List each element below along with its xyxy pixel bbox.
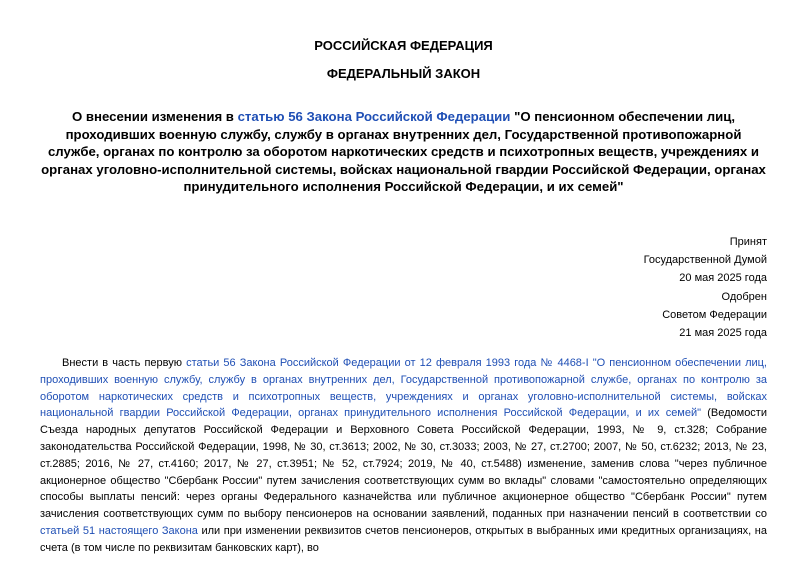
country-heading: РОССИЙСКАЯ ФЕДЕРАЦИЯ xyxy=(314,38,493,53)
adoption-line: Одобрен xyxy=(721,290,767,303)
adoption-line: Принят xyxy=(729,236,767,248)
article-51-link[interactable]: статьей 51 настоящего Закона xyxy=(40,524,198,537)
adoption-line: 20 мая 2025 года xyxy=(679,272,767,285)
p1-start: Внести в часть первую xyxy=(62,357,187,369)
adoption-line: 21 мая 2025 года xyxy=(679,327,767,340)
title-prefix: О внесении изменения в xyxy=(71,109,238,124)
law-body xyxy=(40,355,767,557)
law-reference-link[interactable]: статьи 56 Закона Российской Федерации от 12 февраля 1993 года № 4468-I "О пенсионном обеспечении лиц, проходивших военную службу, службу в органах внутренних дел, Государственной противопожарной службе, органах по контролю за оборотом наркотических средств и психотропных веществ, учреждениях и органах уголовно-исполнительной системы, войсках национальной гвардии Российской Федерации, органах принудительного исполнения Российской Федерации, и их семей" xyxy=(40,357,767,420)
p1-mid: (Ведомости Съезда народных депутатов Российской Федерации и Верховного Совета Российской Федерации, 1993, № 9, ст.328; Собрание законодательства Российской Федерации, 1998, № 30, ст.3613; 2002, № 30, ст.3033; 2003, № 27, ст.2700; 2007, № 50, ст.6232; 2013, № 23, ст.2885; 2016, № 27, ст.4160; 2017, № 27, ст.3951; № 52, ст.7924; 2019, № 40, ст.5488) изменение, заменив слова "через публичное акционерное общество "Сбербанк России" путем зачисления соответствующих сумм во вклады" словами "самостоятельно определяющих способы выплаты пенсий: через органы Федерального казначейства или публичное акционерное общество "Сбербанк России" путем зачисления соответствующих сумм по выбору пенсионеров на основании заявлений, поданных при назначении пенсий в соответствии со xyxy=(40,407,767,521)
law-title xyxy=(40,108,767,196)
adoption-line: Государственной Думой xyxy=(643,254,767,267)
doc-type-heading: ФЕДЕРАЛЬНЫЙ ЗАКОН xyxy=(326,66,481,81)
p1-end: или при изменении реквизитов счетов пенсионеров, открытых в выбранных ими кредитных организациях, на счета (в том числе по реквизитам банковских карт), во xyxy=(40,524,767,554)
adoption-block xyxy=(567,233,767,342)
adoption-line: Советом Федерации xyxy=(662,308,767,321)
title-rest: "О пенсионном обеспечении лиц, проходивших военную службу, службу в органах внутренних дел, Государственной противопожарной службе, органах по контролю за оборотом наркотических средств и психотропных веществ, учреждениях и органах уголовно-исполнительной системы, войсках национальной гвардии Российской Федерации, органах принудительного исполнения Российской Федерации, и их семей" xyxy=(41,109,766,194)
paragraph xyxy=(40,355,767,557)
title-link[interactable]: статью 56 Закона Российской Федерации xyxy=(237,109,511,124)
